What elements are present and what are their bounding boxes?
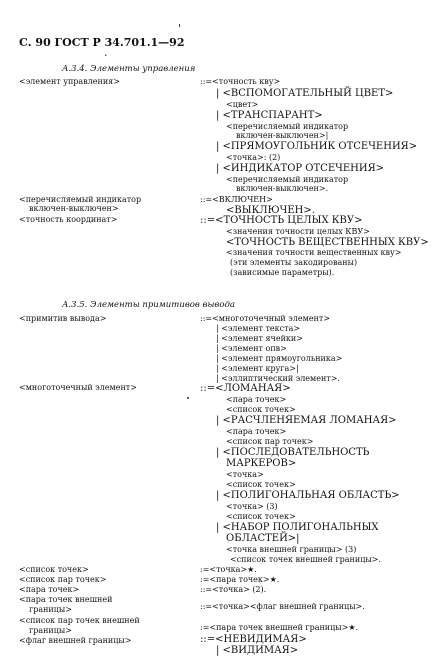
- a34-line: | <ИНДИКАТОР ОТСЕЧЕНИЯ>: [216, 163, 385, 174]
- a34-line: включен-выключен>|: [236, 131, 329, 140]
- section-title-a34: А.3.4. Элементы управления: [62, 64, 196, 74]
- a34-line: ::=<точность кву>: [200, 77, 281, 86]
- a35-line: <флаг внешней границы>: [19, 636, 132, 645]
- a35-line: <список пар точек>: [19, 575, 107, 584]
- a35-line: ::=<точка> (2).: [200, 585, 267, 594]
- a35-line: ОБЛАСТЕЙ>|: [226, 533, 300, 544]
- a35-line: <пара точек>: [19, 585, 80, 594]
- a35-line: <пара точек внешней: [19, 595, 113, 604]
- a34-line: <перечисляемый индикатор: [226, 175, 349, 184]
- a35-line: :=<точка>★.: [200, 565, 257, 574]
- a34-line: (эти элементы закодированы): [230, 258, 358, 267]
- a34-line: ::=<ТОЧНОСТЬ ЦЕЛЫХ КВУ>: [200, 215, 363, 226]
- a35-line: <точка> (3): [226, 502, 278, 511]
- a35-line: <точка внешней границы> (3): [226, 545, 357, 554]
- a34-line: (зависимые параметры).: [230, 268, 335, 277]
- a34-line: <точка>: (2): [226, 153, 281, 162]
- section-title-a35: А.3.5. Элементы примитивов вывода: [62, 300, 235, 310]
- a35-line: | <элемент прямоугольника>: [216, 354, 343, 363]
- a34-line: включен-выключен>.: [236, 184, 329, 193]
- a34-line: <перечисляемый индикатор: [19, 195, 142, 204]
- a35-line: <список точек>: [19, 565, 89, 574]
- header-mark-left: ': [178, 22, 182, 35]
- a35-line: <примитив вывода>: [19, 314, 107, 323]
- a34-line: <точность координат>: [19, 215, 118, 224]
- a35-line: <пара точек>: [226, 427, 287, 436]
- a35-line: | <элемент текста>: [216, 324, 301, 333]
- a35-line: :=<пара точек>★.: [200, 575, 280, 584]
- a35-line: :=<пара точек внешней границы>★.: [200, 623, 359, 632]
- a35-line: <список точек>: [226, 480, 296, 489]
- a35-line: | <НАБОР ПОЛИГОНАЛЬНЫХ: [216, 522, 379, 533]
- a34-line: | <ПРЯМОУГОЛЬНИК ОТСЕЧЕНИЯ>: [216, 141, 418, 152]
- a35-line: | <элемент ячейки>: [216, 334, 303, 343]
- stray-dot: [187, 397, 189, 399]
- a34-line: <перечисляемый индикатор: [226, 122, 349, 131]
- a35-line: ::=<многоточечный элемент>: [200, 314, 331, 323]
- a35-line: границы>: [29, 605, 72, 614]
- a34-line: | <ВСПОМОГАТЕЛЬНЫЙ ЦВЕТ>: [216, 88, 394, 99]
- a34-line: | <ТРАНСПАРАНТ>: [216, 110, 323, 121]
- a35-line: | <элемент круга>|: [216, 364, 299, 373]
- a34-line: <значения точности вещественных кву>: [226, 248, 402, 257]
- a35-line: <список точек>: [226, 405, 296, 414]
- a35-line: <список пар точек внешней: [19, 616, 140, 625]
- a35-line: <пара точек>: [226, 395, 287, 404]
- a35-line: ::=<ЛОМАНАЯ>: [200, 383, 291, 394]
- a35-line: <точка>: [226, 470, 264, 479]
- a35-line: <список пар точек>: [226, 437, 314, 446]
- a34-line: включен-выключен>: [29, 204, 119, 213]
- a35-line: | <РАСЧЛЕНЯЕМАЯ ЛОМАНАЯ>: [216, 415, 397, 426]
- a35-line: ::=<точка><флаг внешней границы>.: [200, 602, 365, 611]
- a35-line: | <ПОЛИГОНАЛЬНАЯ ОБЛАСТЬ>: [216, 490, 400, 501]
- a35-line: | <элемент опв>: [216, 344, 287, 353]
- header-mark-dot: .: [104, 46, 108, 59]
- a35-line: | <ПОСЛЕДОВАТЕЛЬНОСТЬ: [216, 447, 370, 458]
- a34-line: <элемент управления>: [19, 77, 120, 86]
- a34-line: <ТОЧНОСТЬ ВЕЩЕСТВЕННЫХ КВУ>: [226, 237, 429, 248]
- page-header: С. 90 ГОСТ Р 34.701.1—92: [19, 36, 185, 49]
- a35-line: <список точек>: [226, 512, 296, 521]
- a35-line: | <ВИДИМАЯ>: [216, 645, 299, 656]
- a35-line: МАРКЕРОВ>: [226, 458, 297, 469]
- a35-line: <список точек внешней границы>.: [230, 555, 381, 564]
- a35-line: | <эллиптический элемент>.: [216, 374, 340, 383]
- a34-line: <цвет>: [226, 100, 259, 109]
- a34-line: ::=<ВКЛЮЧЕН>: [200, 195, 273, 204]
- a34-line: <ВЫКЛЮЧЕН>.: [226, 205, 315, 216]
- a35-line: ::=<НЕВИДИМАЯ>: [200, 634, 307, 645]
- a35-line: <многоточечный элемент>: [19, 383, 137, 392]
- a35-line: границы>: [29, 626, 72, 635]
- a34-line: <значения точности целых КВУ>: [226, 227, 370, 236]
